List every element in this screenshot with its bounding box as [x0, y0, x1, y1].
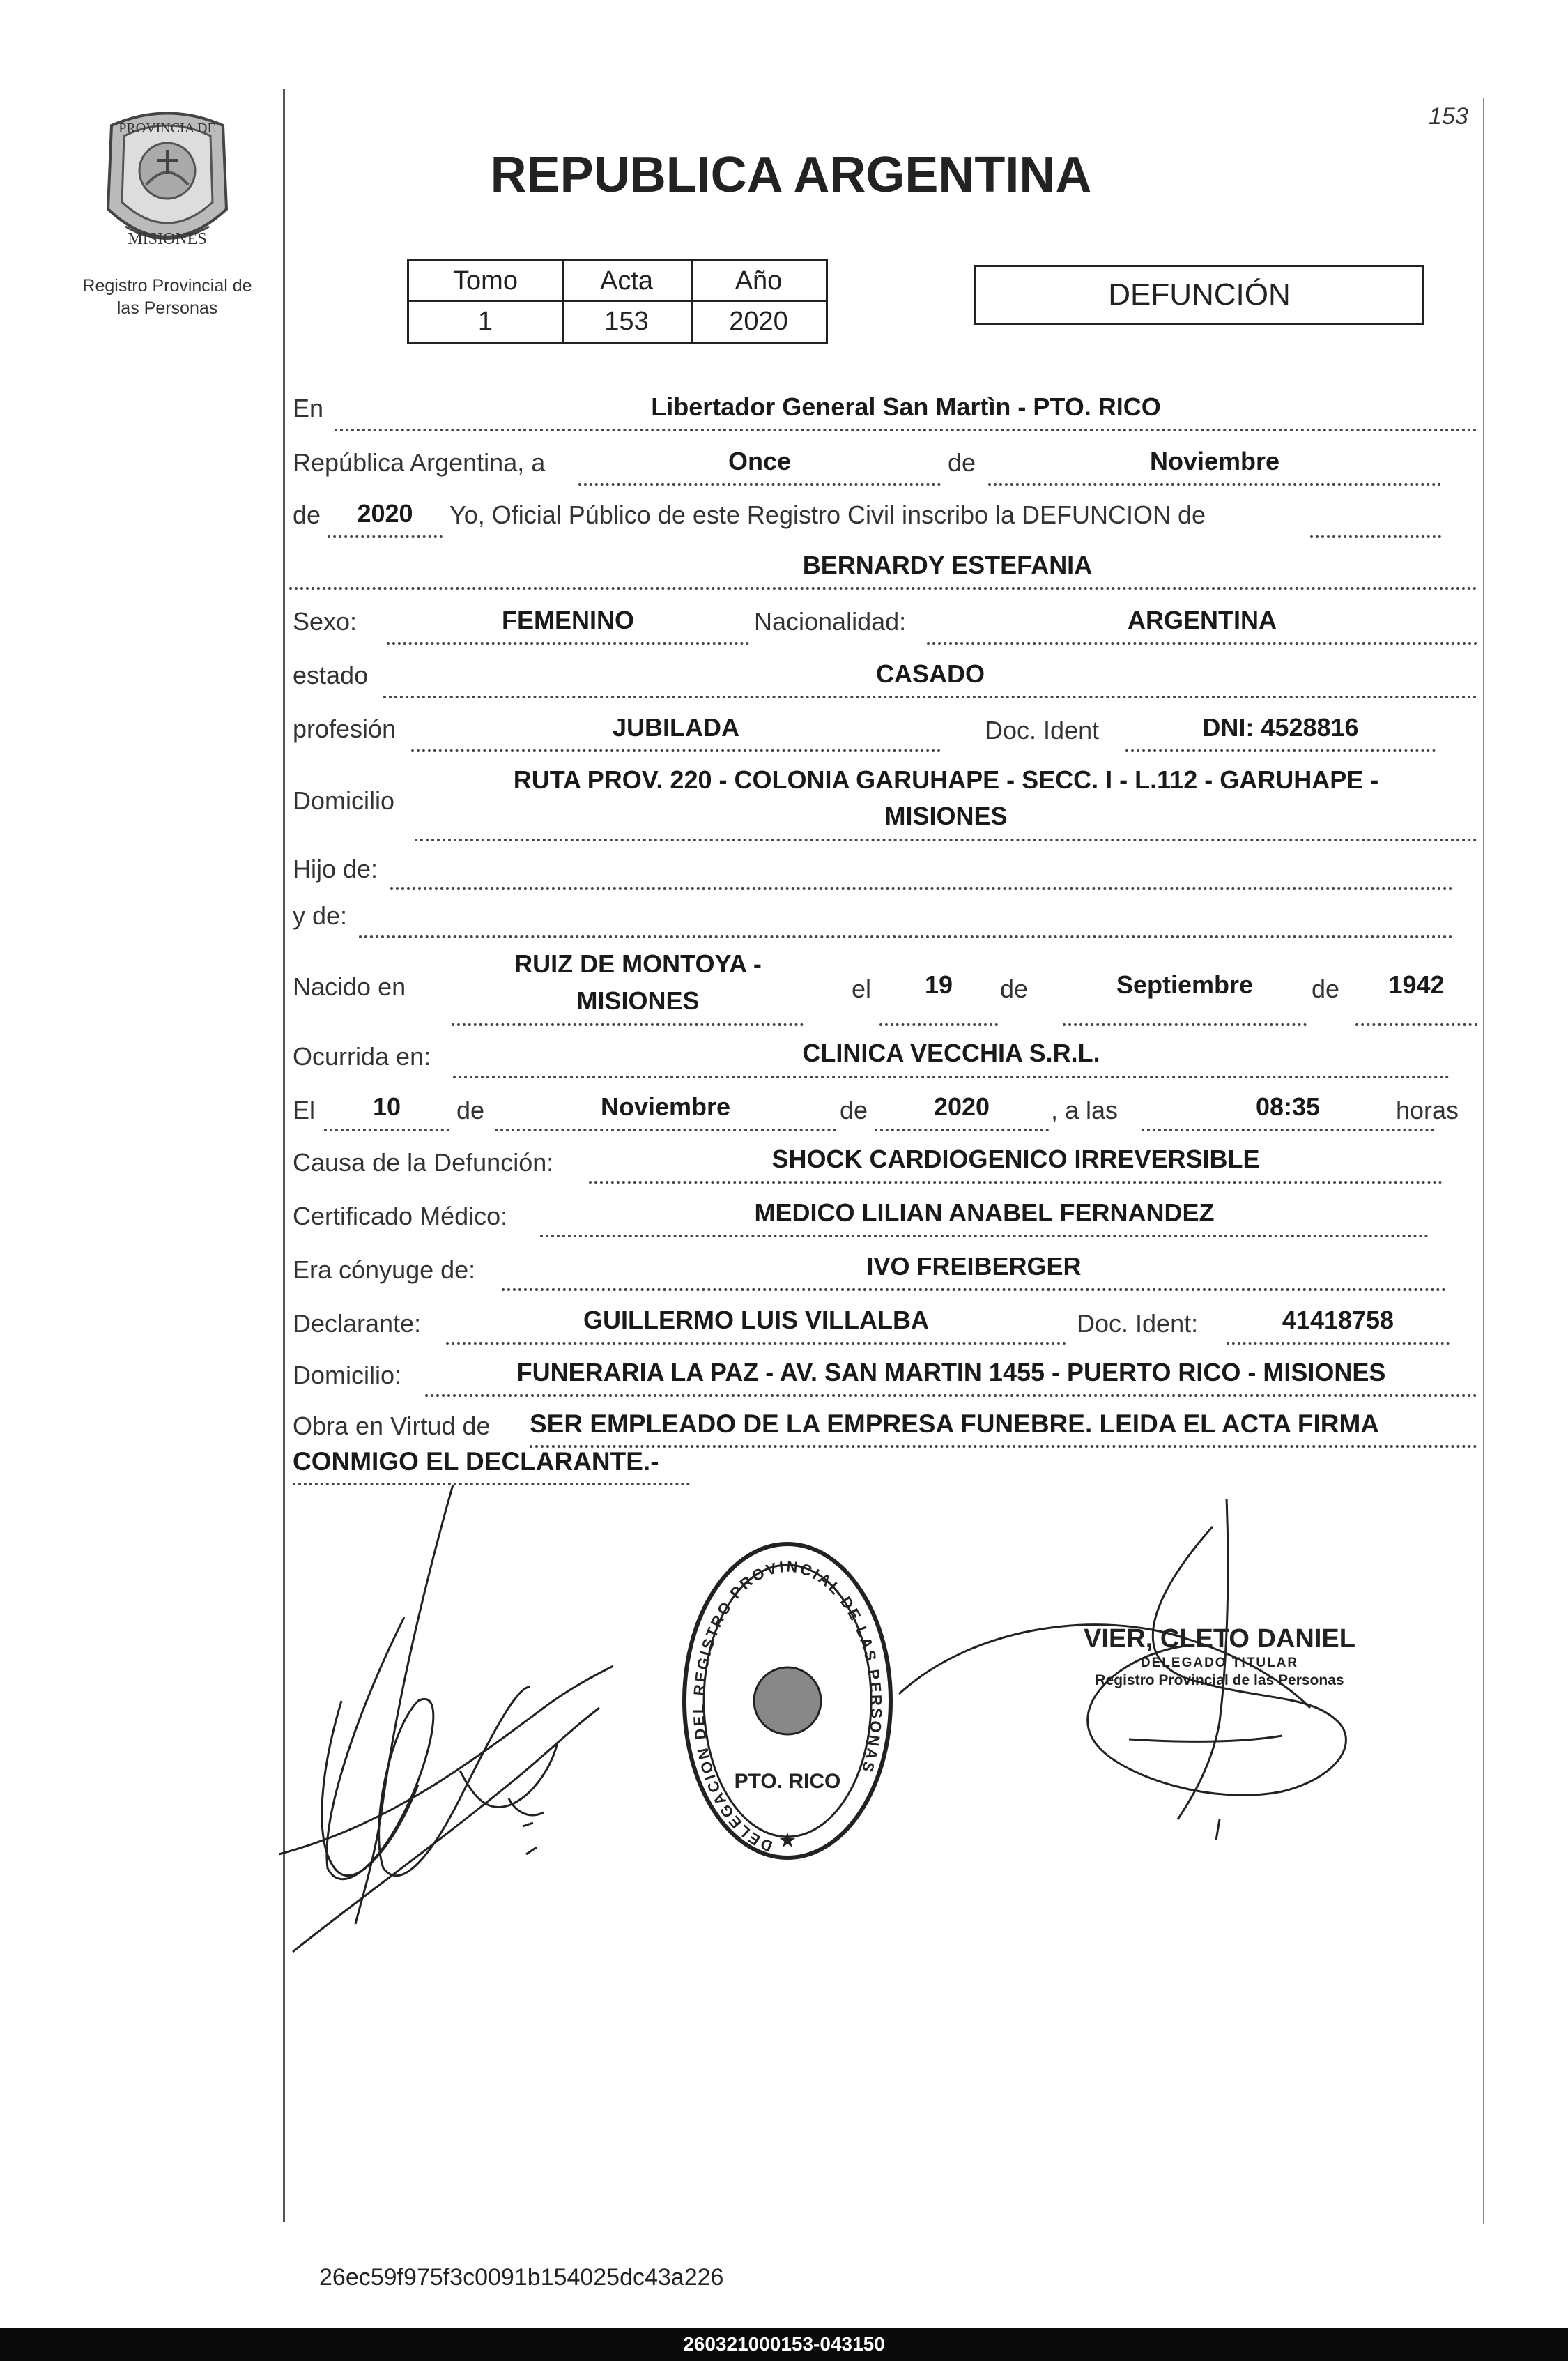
- svg-text:★: ★: [778, 1829, 797, 1852]
- line-declarante: [446, 1342, 1066, 1345]
- seal-top-text: PROVINCIA DE: [118, 121, 216, 136]
- label-nac-de2: de: [1312, 975, 1340, 1003]
- right-margin-line: [1483, 98, 1484, 2224]
- value-decl-dom: FUNERARIA LA PAZ - AV. SAN MARTIN 1455 - PUERTO RICO - MISIONES: [516, 1358, 1386, 1386]
- value-profesion: JUBILADA: [612, 713, 739, 742]
- value-nac-anio: 1942: [1388, 970, 1445, 999]
- value-declarante: GUILLERMO LUIS VILLALBA: [583, 1306, 929, 1334]
- label-yo: Yo, Oficial Público de este Registro Civil inscribo la DEFUNCION de: [449, 501, 1206, 529]
- official-signature: [892, 1499, 1380, 1889]
- line-certificado: [540, 1235, 1429, 1237]
- footer-bar: [0, 2328, 1568, 2361]
- table-value-acta: 153: [604, 307, 649, 336]
- value-def-anio: 2020: [933, 1092, 990, 1121]
- page-title: REPUBLICA ARGENTINA: [490, 147, 1092, 203]
- label-decl-doc: Doc. Ident:: [1077, 1309, 1199, 1338]
- value-nombre: BERNARDY ESTEFANIA: [802, 551, 1093, 579]
- value-mes: Noviembre: [1149, 447, 1280, 475]
- label-en: En: [293, 394, 324, 422]
- document-hash: 26ec59f975f3c0091b154025dc43a226: [319, 2264, 724, 2291]
- value-domicilio-line1: RUTA PROV. 220 - COLONIA GARUHAPE - SECC. I - L.112 - GARUHAPE -: [513, 765, 1379, 794]
- line-yo: [1310, 535, 1441, 538]
- official-name: VIER, CLETO DANIEL: [1084, 1624, 1355, 1653]
- value-anio: 2020: [357, 499, 413, 528]
- value-estado: CASADO: [875, 659, 985, 688]
- value-obra-line1: SER EMPLEADO DE LA EMPRESA FUNEBRE. LEIDA EL ACTA FIRMA: [530, 1409, 1379, 1438]
- label-nac-de1: de: [1000, 975, 1029, 1003]
- label-de2: de: [293, 501, 321, 529]
- label-conyuge: Era cónyuge de:: [293, 1255, 476, 1284]
- label-yde: y de:: [293, 901, 348, 930]
- line-nacido: [452, 1023, 804, 1026]
- label-hijo: Hijo de:: [293, 855, 378, 883]
- label-nacionalidad: Nacionalidad:: [754, 607, 907, 636]
- line-yde: [359, 935, 1453, 938]
- label-sexo: Sexo:: [293, 607, 358, 636]
- value-causa: SHOCK CARDIOGENICO IRREVERSIBLE: [771, 1145, 1260, 1173]
- line-nombre: [289, 587, 1477, 590]
- label-el: el: [852, 975, 872, 1003]
- label-ocurrida: Ocurrida en:: [293, 1042, 431, 1071]
- label-nacido: Nacido en: [293, 972, 406, 1001]
- line-en: [335, 429, 1477, 431]
- line-profesion: [411, 749, 941, 752]
- line-sexo: [387, 642, 749, 645]
- org-name: [42, 275, 293, 319]
- registry-stamp: [676, 1537, 899, 1865]
- value-doc: DNI: 4528816: [1202, 713, 1359, 742]
- line-doc: [1125, 749, 1436, 752]
- line-ocurrida: [453, 1076, 1450, 1078]
- line-mes: [988, 483, 1441, 486]
- label-republica: República Argentina, a: [293, 448, 546, 477]
- value-obra-line2: CONMIGO EL DECLARANTE.-: [293, 1447, 659, 1476]
- label-horas: horas: [1396, 1096, 1459, 1124]
- line-anio: [328, 535, 443, 538]
- label-causa: Causa de la Defunción:: [293, 1148, 554, 1177]
- label-def-de1: de: [456, 1096, 485, 1124]
- line-obra1: [530, 1445, 1477, 1448]
- label-el2: El: [293, 1096, 316, 1124]
- value-nacido-line1: RUIZ DE MONTOYA -: [514, 949, 762, 978]
- official-title: DELEGADO TITULAR: [1140, 1656, 1299, 1670]
- value-def-mes: Noviembre: [600, 1092, 731, 1121]
- doc-type-box: [974, 265, 1424, 325]
- line-def-dia: [324, 1129, 449, 1131]
- value-lugar: Libertador General San Martìn - PTO. RICO: [651, 392, 1161, 421]
- table-header-acta: Acta: [599, 266, 654, 296]
- official-block: [1073, 1624, 1366, 1689]
- line-def-anio: [875, 1129, 1049, 1131]
- line-def-hora: [1142, 1129, 1434, 1131]
- official-org: Registro Provincial de las Personas: [1095, 1672, 1344, 1688]
- declarant-signature: [279, 1478, 669, 2008]
- line-decl-dom: [425, 1394, 1477, 1397]
- label-def-de2: de: [840, 1096, 868, 1124]
- value-nacido-line2: MISIONES: [576, 986, 700, 1015]
- value-conyuge: IVO FREIBERGER: [866, 1252, 1082, 1281]
- line-nac-anio: [1355, 1023, 1477, 1026]
- table-header-tomo: Tomo: [453, 266, 518, 296]
- value-decl-doc: 41418758: [1282, 1306, 1394, 1334]
- label-decl-dom: Domicilio:: [293, 1361, 402, 1389]
- label-doc: Doc. Ident: [985, 716, 1100, 744]
- line-conyuge: [502, 1288, 1446, 1291]
- line-domicilio: [415, 839, 1477, 841]
- label-de1: de: [948, 448, 976, 477]
- line-dia: [578, 483, 941, 486]
- page-number: 153: [1429, 103, 1468, 130]
- doc-type: DEFUNCIÓN: [1108, 277, 1291, 312]
- line-decl-doc: [1227, 1342, 1450, 1345]
- label-alas: , a las: [1051, 1096, 1119, 1124]
- value-nac-mes: Septiembre: [1116, 970, 1254, 999]
- label-estado: estado: [293, 661, 369, 689]
- table-header-anio: Año: [735, 266, 783, 296]
- value-certificado: MEDICO LILIAN ANABEL FERNANDEZ: [754, 1198, 1215, 1227]
- value-nac-dia: 19: [924, 970, 953, 999]
- line-nac-dia: [879, 1023, 998, 1026]
- stamp-center-text: PTO. RICO: [734, 1770, 841, 1793]
- label-profesion: profesión: [293, 715, 397, 743]
- line-def-mes: [495, 1129, 836, 1131]
- value-ocurrida: CLINICA VECCHIA S.R.L.: [802, 1039, 1100, 1067]
- barcode-text: 260321000153-043150: [683, 2333, 885, 2355]
- table-value-anio: 2020: [729, 307, 788, 336]
- value-sexo: FEMENINO: [501, 606, 634, 634]
- value-def-hora: 08:35: [1255, 1092, 1321, 1121]
- line-nacionalidad: [927, 642, 1477, 645]
- value-dia: Once: [728, 447, 792, 475]
- org-name-line1: Registro Provincial de: [82, 276, 252, 296]
- label-domicilio: Domicilio: [293, 786, 395, 815]
- value-nacionalidad: ARGENTINA: [1128, 606, 1277, 634]
- org-name-line2: las Personas: [116, 298, 218, 318]
- value-def-dia: 10: [372, 1092, 401, 1121]
- line-nac-mes: [1063, 1023, 1307, 1026]
- table-value-tomo: 1: [477, 307, 493, 336]
- seal-bottom-text: MISIONES: [128, 230, 207, 248]
- label-declarante: Declarante:: [293, 1309, 422, 1338]
- record-table: [407, 259, 828, 344]
- line-estado: [383, 696, 1477, 698]
- value-domicilio-line2: MISIONES: [884, 802, 1008, 830]
- line-causa: [589, 1181, 1443, 1184]
- stamp-text: DELEGACION DEL REGISTRO PROVINCIAL DE LAS PERSONAS: [690, 1557, 886, 1856]
- label-obra: Obra en Virtud de: [293, 1412, 491, 1440]
- label-certificado: Certificado Médico:: [293, 1202, 508, 1230]
- line-hijo: [390, 887, 1453, 890]
